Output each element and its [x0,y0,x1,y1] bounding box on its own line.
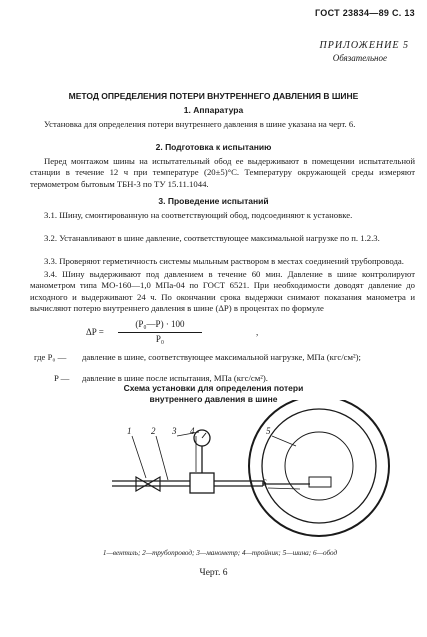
where-symbol-p0: где P₀ — [34,352,67,362]
callout-3: 3 [172,426,177,436]
formula-denominator: P₀ [155,334,165,344]
formula-numerator: (P₀—P) · 100 [135,319,185,329]
valve-stem [309,477,331,487]
section-1-text: Установка для определения потери внутреннего давления в шине указана на черт. 6. [44,119,356,129]
callout-2: 2 [151,426,156,436]
where-item-p0 [30,352,415,373]
callout-6: 6 [262,478,267,488]
paragraph-3-2: 3.2. Устанавливают в шине давление, соответствующее максимальной нагрузке по п. 1.2.3. [44,233,380,243]
appendix-label: ПРИЛОЖЕНИЕ 5 [319,40,409,51]
where-symbol-p: P — [54,373,70,383]
section-3-title: 3. Проведение испытаний [158,196,269,206]
tee-symbol [190,446,214,493]
page-header: ГОСТ 23834—89 С. 13 [314,8,415,18]
formula-lhs: ΔP = [86,327,104,337]
installation-diagram [0,400,427,546]
appendix-note: Обязательное [332,53,387,63]
paragraph-3-3: 3.3. Проверяют герметичность системы мыльным раствором в местах соединений трубопровода. [44,256,404,266]
paragraph-3-1: 3.1. Шину, смонтированную на соответствующий обод, подсоединяют к установке. [44,210,353,220]
paragraph-3-4: 3.4. Шину выдерживают под давлением в течение 60 мин. Давление в шине контролируют манометром типа МО-160—1,0 МПа-04 по ГОСТ 6521. При необходимости доводят давление до исходного и выдерживают 24 ч. По окончании срока выдержки снимают показания манометра и вычисляют потерю внутреннего давления в шине (ΔP) в процентах по формуле [30,269,415,313]
valve-symbol [136,477,160,491]
formula-comma: , [256,327,259,337]
callout-1: 1 [127,426,132,436]
section-1-title: 1. Аппаратура [183,105,244,115]
callout-5: 5 [266,426,271,436]
where-text-p0: давление в шине, соответствующее максимальной нагрузке, МПа (кгс/см²); [82,352,361,362]
where-list [30,352,415,385]
loss-formula [84,316,304,350]
fraction-bar [118,332,202,333]
where-text-p: давление в шине после испытания, МПа (кгс/см²). [82,373,268,383]
section-2-title: 2. Подготовка к испытанию [155,142,272,152]
tire-symbol [249,400,389,536]
diagram-caption: Схема установки для определения потери внутреннего давления в шине [123,383,304,404]
figure-legend: 1—вентиль; 2—трубопровод; 3—манометр; 4—тройник; 5—шина; 6—обод [102,549,338,557]
callout-4: 4 [190,426,195,436]
rim-symbol [285,432,353,500]
figure-label: Черт. 6 [199,568,228,578]
section-2-text: Перед монтажом шины на испытательный обод ее выдерживают в помещении испытательной станции в течение 12 ч при температуре (20±5)°С. Температуру окружающей среды измеряют термометром бытовым ТБН-3 по ТУ 15.11.1044. [30,156,415,189]
document-title: МЕТОД ОПРЕДЕЛЕНИЯ ПОТЕРИ ВНУТРЕННЕГО ДАВЛЕНИЯ В ШИНЕ [68,91,359,101]
